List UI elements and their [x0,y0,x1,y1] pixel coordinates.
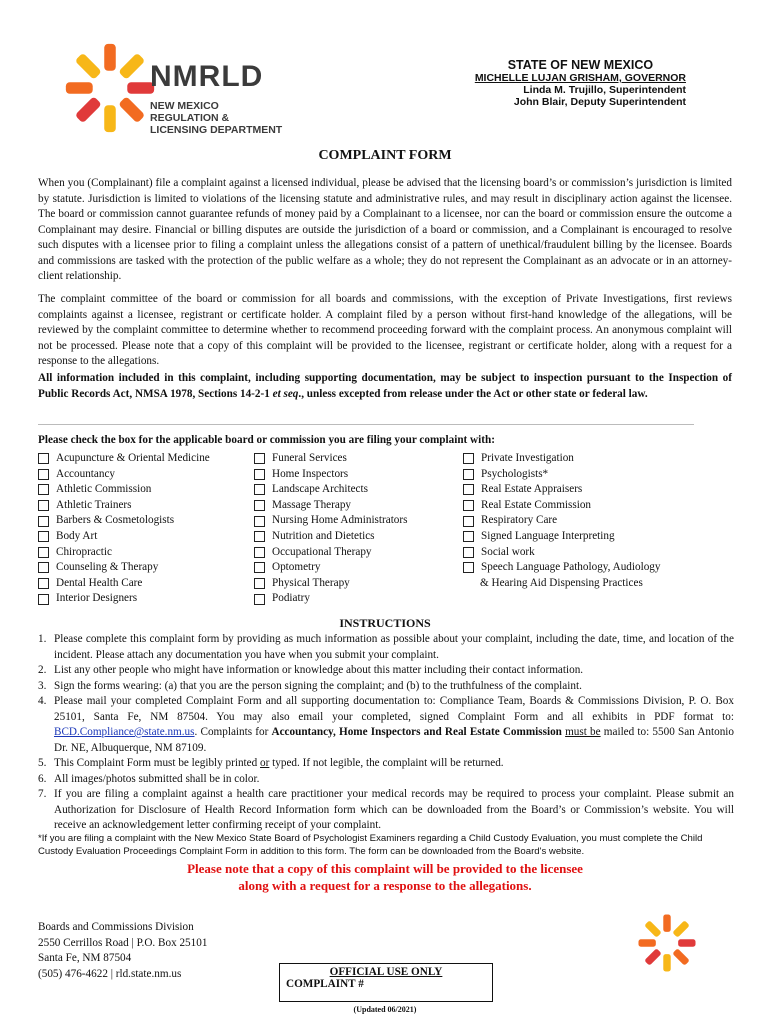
mail-only-boards: Accountancy, Home Inspectors and Real Estate Commission [271,726,562,738]
checkbox-label: Home Inspectors [272,467,349,480]
compliance-email-link[interactable]: BCD.Compliance@state.nm.us [54,726,195,738]
checklist-column-3 [463,451,661,591]
checkbox[interactable] [38,484,49,495]
checklist-column-1 [38,451,210,607]
checkbox-label: Podiatry [272,592,310,605]
checkbox[interactable] [38,547,49,558]
checkbox-label: Optometry [272,561,321,574]
checkbox-row[interactable] [38,591,210,607]
checkbox-label: Acupuncture & Oriental Medicine [56,452,210,464]
instruction-4-text-a: Please mail your completed Complaint Form and all supporting documentation to: Compliance Team, Boards & Commissions Division, P. O. Box 25101, Santa Fe, NM 87504. You may also email your completed, signed Complaint Form and all exhibits in PDF format to: [54,695,734,723]
public-records-text-c: ., unless excepted from release under the Act or other state or federal law. [298,387,648,400]
official-use-heading: OFFICIAL USE ONLY [329,966,443,978]
deputy-name: John Blair, Deputy Superintendent [513,96,686,108]
divider [38,424,694,425]
instruction-7: If you are filing a complaint against a health care practitioner your medical records may be required to process your complaint. Please submit an Authorization for Disclosure of Health Record Information form which can be downloaded from the Board’s or Commission’s website. You will receive an acknowledgement letter confirming receipt of your complaint. [54,788,734,831]
instruction-5-text-b: typed. If not legible, the complaint will be returned. [269,757,504,769]
checkbox[interactable] [38,516,49,527]
checkbox-label-continued: & Hearing Aid Dispensing Practices [480,576,643,589]
instruction-4-text-c: mailed to: 5500 San Antonio Dr. NE, Albuquerque, NM 87109. [54,726,734,754]
must-be: must be [565,726,601,738]
instruction-3: Sign the forms wearing: (a) that you are the person signing the complaint; and (b) to the truthfulness of the complaint. [54,679,582,692]
checkbox[interactable] [463,531,474,542]
list-item: 6. All images/photos submitted shall be in color. [38,772,734,788]
checkbox-label: Nutrition and Dietetics [272,529,375,542]
checkbox[interactable] [254,531,265,542]
checkbox[interactable] [254,500,265,511]
instruction-6: All images/photos submitted shall be in color. [54,772,260,785]
state-header [475,58,686,108]
address-line-1: Boards and Commissions Division [38,921,194,933]
org-line-2: REGULATION & [150,112,230,124]
org-line-1: NEW MEXICO [150,100,219,112]
checkbox-row[interactable] [254,498,407,514]
checkbox[interactable] [254,516,265,527]
checkbox[interactable] [254,594,265,605]
instruction-4 [54,694,734,756]
checkbox-label: Occupational Therapy [272,545,372,558]
checkbox-row[interactable] [463,482,661,498]
official-use-box [279,963,493,1002]
complaint-number-label: COMPLAINT # [286,978,364,990]
instruction-5-text-a: This Complaint Form must be legibly printed [54,757,261,769]
org-abbrev: NMRLD [150,60,264,93]
checkbox-row[interactable] [254,576,407,592]
nmrld-logo-small-icon [636,912,698,974]
checkbox[interactable] [463,484,474,495]
checkbox-label: Interior Designers [56,592,138,605]
checkbox[interactable] [463,500,474,511]
address-line-2: 2550 Cerrillos Road | P.O. Box 25101 [38,936,208,949]
checkbox[interactable] [38,531,49,542]
checkbox[interactable] [463,469,474,480]
checkbox-label: Athletic Trainers [56,498,132,511]
notice-line-2: along with a request for a response to the allegations. [238,878,532,893]
list-item: 5. This Complaint Form must be legibly printed or typed. If not legible, the complaint will be returned. [38,756,734,772]
checkbox-row[interactable] [254,451,407,467]
checkbox[interactable] [463,516,474,527]
checkbox-label: Accountancy [56,467,116,480]
list-item: 7. If you are filing a complaint against a health care practitioner your medical records may be required to process your complaint. Please submit an Authorization for Disclosure of Health Record Information form which can be downloaded from the Board’s or Commission’s website. You will receive an acknowledgement letter confirming receipt of your complaint. [38,787,734,834]
state-name: STATE OF NEW MEXICO [507,58,654,72]
checkbox-label: Private Investigation [481,452,574,464]
checkbox-row[interactable] [38,513,210,529]
checkbox-row[interactable] [38,498,210,514]
nmrld-logo-icon [62,40,158,136]
checkbox[interactable] [254,469,265,480]
checkbox-row[interactable] [463,498,661,514]
checkbox-row[interactable] [254,529,407,545]
committee-paragraph: The complaint committee of the board or commission for all boards and commissions, with the exception of Private Investigations, first reviews complaints against a licensee, registrant or certificate holder. A complaint filed by a person without first-hand knowledge of the allegations, will be reviewed by the complaint committee to determine whether to recommend proceeding forward with the complaint process. An anonymous complaint will not be processed. Please note that a copy of this complaint will be provided to the licensee, registrant or certificate holder, along with a request for a response to the allegations. [38,293,732,367]
checkbox-row[interactable] [254,482,407,498]
checkbox-row[interactable] [38,529,210,545]
instructions-list [38,632,734,834]
checkbox-label: Respiratory Care [481,514,558,527]
checkbox[interactable] [463,547,474,558]
checkbox[interactable] [254,562,265,573]
checkbox-label: Funeral Services [272,452,347,464]
updated-date: (Updated 06/2021) [353,1005,417,1014]
checkbox-row[interactable] [463,545,661,561]
address-line-4: (505) 476-4622 | rld.state.nm.us [38,967,182,980]
checkbox[interactable] [38,500,49,511]
checkbox-label: Real Estate Appraisers [481,483,583,496]
checkbox-label: Massage Therapy [272,498,352,511]
psychologist-footnote: *If you are filing a complaint with the New Mexico State Board of Psychologist Examiners regarding a Child Custody Evaluation, you must complete the Child Custody Evaluation Proceedings Complaint Form in addition to this form. The form can be downloaded from the Board's website. [38,833,703,857]
checkbox[interactable] [463,562,474,573]
list-item: 1. Please complete this complaint form by providing as much information as possible about your complaint, including the date, time, and location of the incident. Please attach any documentation you have when you submit your complaint. [38,632,734,663]
org-line-3: LICENSING DEPARTMENT [150,124,283,136]
checkbox-row[interactable] [38,451,210,467]
checklist-column-2 [254,451,407,607]
checkbox-label: Chiropractic [56,545,112,558]
org-name [150,62,282,136]
governor-name: MICHELLE LUJAN GRISHAM, GOVERNOR [474,72,686,84]
checkbox-row[interactable] [38,560,210,576]
checkbox-label: Speech Language Pathology, Audiology [481,561,661,574]
instruction-5 [54,756,734,772]
checkbox-label: Nursing Home Administrators [272,514,408,527]
checkbox-row[interactable] [38,576,210,592]
checkbox[interactable] [254,484,265,495]
checkbox-label: Athletic Commission [56,483,152,496]
licensee-copy-notice [0,860,770,894]
checkbox-row[interactable] [463,451,661,467]
checkbox[interactable] [38,453,49,464]
address-line-3: Santa Fe, NM 87504 [38,952,132,964]
checkbox-label: Counseling & Therapy [56,561,159,574]
instruction-1: Please complete this complaint form by providing as much information as possible about your complaint, including the date, time, and location of the incident. Please attach any documentation you have when you submit your complaint. [54,633,734,661]
checkbox-label: Psychologists* [481,467,549,480]
checkbox-row[interactable] [254,560,407,576]
checkbox-row[interactable] [254,591,407,607]
form-title: COMPLAINT FORM [318,148,452,163]
checkbox-row[interactable] [463,529,661,545]
intro-paragraph: When you (Complainant) file a complaint against a licensed individual, please be advised that the licensing board’s or commission’s jurisdiction is limited by statute. Jurisdiction is limited to violations of the licensing statute and administrative rules, and may result in disciplinary action against the licensee. The board or commission cannot guarantee refunds of money paid by a Complainant to a licensee, nor can the board or commission ensure the outcome a Complainant may desire. Financial or billing disputes are outside the jurisdiction of a board or commission, and a Complainant is encouraged to resolve such disputes with a licensee prior to filing a complaint unless the allegations consist of a pattern of unethical/fraudulent billing by the licensee. Boards and commissions are tasked with the protection of the public welfare as a whole; they do not represent the Complainant as an advocate or in an attorney-client relationship. [38,177,732,282]
list-item: 2. List any other people who might have information or knowledge about this matter including their contact information. [38,663,734,679]
checkbox[interactable] [38,562,49,573]
or-word: or [260,757,270,769]
checkbox-row[interactable] [38,482,210,498]
checkbox-label: Landscape Architects [272,483,368,496]
checkbox-label: Real Estate Commission [481,498,592,511]
checkbox-label: Barbers & Cosmetologists [56,514,175,527]
checkbox-row[interactable] [38,467,210,483]
checkbox-label: Dental Health Care [56,576,143,589]
list-item: 4. Please mail your completed Complaint Form and all supporting documentation to: Compliance Team, Boards & Commissions Division, P. O. Box 25101, Santa Fe, NM 87504. You may also email your completed, signed Complaint Form and all exhibits in PDF format to: BCD.Compliance@state.nm.us. Complaints for Accountancy, Home Inspectors and Real Estate Commission must be mailed to: 5500 San Antonio Dr. NE, Albuquerque, NM 87109. [38,694,734,756]
checkbox-row[interactable] [463,513,661,529]
et-seq: et seq [272,387,299,400]
checkbox[interactable] [38,469,49,480]
checkbox-row[interactable] [254,467,407,483]
instruction-4-text-b: . Complaints for [194,726,272,738]
list-item: 3. Sign the forms wearing: (a) that you are the person signing the complaint; and (b) to the truthfulness of the complaint. [38,679,734,695]
checkbox-label: Signed Language Interpreting [481,529,615,542]
checkbox-label: Body Art [56,529,98,542]
superintendent-name: Linda M. Trujillo, Superintendent [523,84,686,96]
checklist-heading: Please check the box for the applicable board or commission you are filing your complaint with: [38,434,495,446]
checkbox[interactable] [254,578,265,589]
checkbox-row[interactable] [463,467,661,483]
checkbox[interactable] [254,453,265,464]
checkbox[interactable] [38,594,49,605]
checkbox[interactable] [38,578,49,589]
checkbox-row[interactable] [463,560,661,576]
division-address [38,920,207,982]
checkbox-row[interactable] [254,513,407,529]
checkbox-row[interactable] [38,545,210,561]
public-records-paragraph [38,371,732,402]
checkbox-label: Social work [481,545,535,558]
instruction-2: List any other people who might have information or knowledge about this matter including their contact information. [54,664,584,676]
instructions-title: INSTRUCTIONS [339,616,431,630]
checkbox-row[interactable] [254,545,407,561]
public-records-text-a: All information included in this complaint, including supporting documentation, may be subject to inspection pursuant to the Inspection of Public Records Act, NMSA 1978, Sections 14-2-1 [38,372,732,400]
checkbox[interactable] [463,453,474,464]
checkbox-label: Physical Therapy [272,576,350,589]
notice-line-1: Please note that a copy of this complaint will be provided to the licensee [187,861,583,876]
checkbox[interactable] [254,547,265,558]
